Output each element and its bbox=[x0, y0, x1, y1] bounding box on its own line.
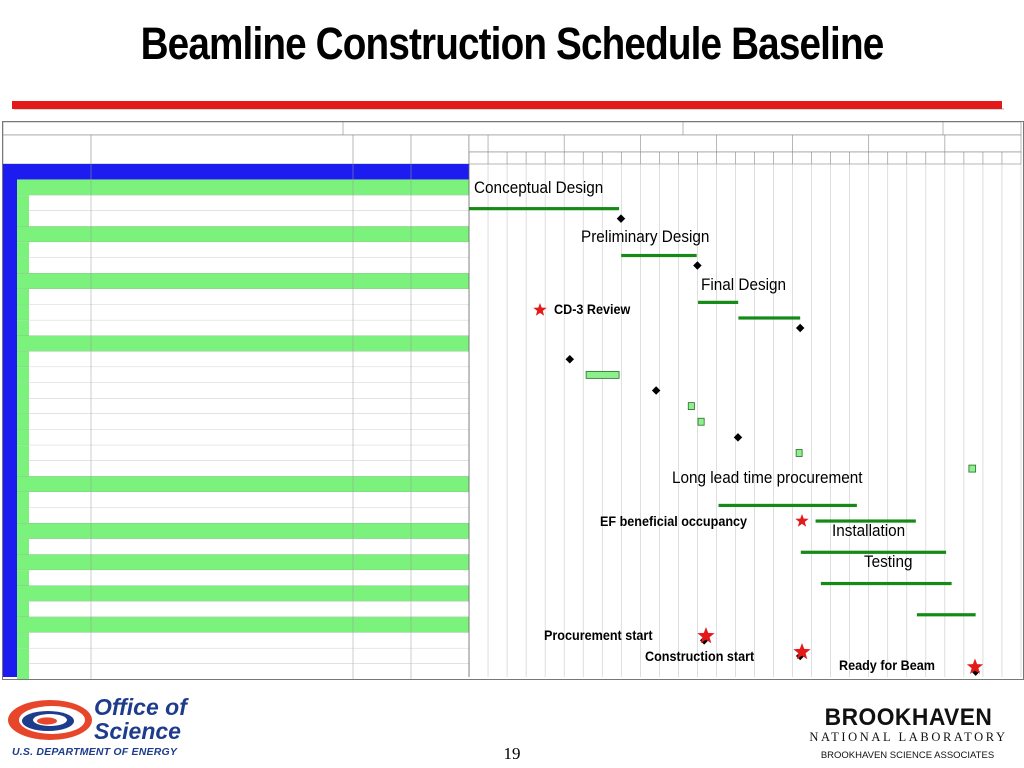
activity-indent bbox=[17, 195, 29, 211]
page-number: 19 bbox=[503, 744, 521, 763]
activity-row bbox=[17, 445, 469, 461]
activity-indent bbox=[17, 461, 29, 477]
doe-swirl-icon bbox=[6, 694, 96, 744]
ann-ef-occupancy: EF beneficial occupancy bbox=[600, 513, 748, 529]
quarter-header bbox=[469, 152, 1021, 164]
bnl-assoc: BROOKHAVEN SCIENCE ASSOCIATES bbox=[820, 750, 995, 761]
activity-indent bbox=[17, 445, 29, 461]
activity-indent bbox=[17, 367, 29, 383]
activity-indent bbox=[17, 414, 29, 430]
cd3-star-icon bbox=[533, 303, 546, 316]
wbs-row bbox=[3, 164, 469, 180]
gantt-svg bbox=[3, 122, 1023, 679]
activity-indent bbox=[17, 601, 29, 617]
activity-row bbox=[17, 258, 469, 274]
year-header bbox=[469, 135, 1021, 152]
bar-Exx1271 bbox=[586, 371, 619, 378]
gantt-chart bbox=[2, 121, 1024, 680]
bar-Exx0711 bbox=[621, 254, 696, 257]
bar-Exx0771 bbox=[698, 301, 738, 304]
activity-row bbox=[17, 539, 469, 555]
activity-row bbox=[17, 242, 469, 258]
activity-row bbox=[17, 633, 469, 649]
wbs-side-bar bbox=[3, 164, 17, 677]
group-row bbox=[17, 180, 469, 196]
group-row bbox=[17, 273, 469, 289]
doe-dept: U.S. DEPARTMENT OF ENERGY bbox=[12, 746, 178, 758]
bar-Exx1291 bbox=[688, 403, 694, 410]
group-row bbox=[17, 336, 469, 352]
group-row bbox=[17, 226, 469, 242]
activity-row bbox=[17, 211, 469, 227]
ann-cd3: CD-3 Review bbox=[554, 301, 631, 317]
activity-row bbox=[17, 320, 469, 336]
activity-indent bbox=[17, 539, 29, 555]
activity-row bbox=[17, 430, 469, 446]
group-row bbox=[17, 523, 469, 539]
activity-indent bbox=[17, 242, 29, 258]
activity-indent bbox=[17, 492, 29, 508]
activity-row bbox=[17, 570, 469, 586]
activity-row bbox=[17, 305, 469, 321]
activity-row bbox=[17, 383, 469, 399]
activity-indent bbox=[17, 289, 29, 305]
bar-Exx1251 bbox=[917, 613, 976, 616]
activity-row bbox=[17, 664, 469, 679]
activity-indent bbox=[17, 383, 29, 399]
group-row bbox=[17, 617, 469, 633]
activity-indent bbox=[17, 305, 29, 321]
bar-Exx1031 bbox=[719, 504, 857, 507]
activity-indent bbox=[17, 508, 29, 524]
activity-indent bbox=[17, 258, 29, 274]
activity-indent bbox=[17, 648, 29, 664]
ann-final: Final Design bbox=[701, 275, 787, 294]
activity-indent bbox=[17, 351, 29, 367]
activity-row bbox=[17, 492, 469, 508]
bar-Exx0691 bbox=[469, 207, 619, 210]
activity-indent bbox=[17, 570, 29, 586]
milestone-Exx0831 bbox=[734, 433, 742, 441]
activity-row bbox=[17, 508, 469, 524]
activity-row bbox=[17, 195, 469, 211]
ann-ready-for-beam: Ready for Beam bbox=[839, 657, 935, 673]
ann-testing: Testing bbox=[864, 552, 913, 571]
activity-row bbox=[17, 398, 469, 414]
group-row bbox=[17, 555, 469, 571]
activity-row bbox=[17, 351, 469, 367]
ann-procurement-start: Procurement start bbox=[544, 627, 653, 643]
ann-long-lead: Long lead time procurement bbox=[672, 468, 863, 487]
bar-Exx1231 bbox=[821, 582, 952, 585]
activity-indent bbox=[17, 430, 29, 446]
bar-Exx1391 bbox=[969, 465, 976, 472]
title-rule bbox=[12, 101, 1002, 109]
doe-line1: Office of bbox=[94, 694, 187, 720]
activity-row bbox=[17, 289, 469, 305]
ann-preliminary: Preliminary Design bbox=[581, 227, 710, 246]
activity-indent bbox=[17, 633, 29, 649]
ann-construction-start: Construction start bbox=[645, 648, 755, 664]
bnl-name: BROOKHAVEN bbox=[824, 704, 993, 731]
bar-Exx1371 bbox=[796, 449, 802, 456]
bar-Exx1331 bbox=[738, 316, 800, 319]
milestone-Exx1101 bbox=[693, 261, 701, 269]
ef-occupancy-star-icon bbox=[795, 514, 808, 527]
header-columns bbox=[3, 135, 469, 164]
activity-row bbox=[17, 414, 469, 430]
group-row bbox=[17, 476, 469, 492]
activity-indent bbox=[17, 320, 29, 336]
activity-row bbox=[17, 461, 469, 477]
ann-conceptual: Conceptual Design bbox=[474, 178, 604, 197]
milestone-Exx1071 bbox=[566, 355, 574, 363]
activity-indent bbox=[17, 398, 29, 414]
activity-row bbox=[17, 601, 469, 617]
activity-row bbox=[17, 648, 469, 664]
header-title-row bbox=[3, 122, 1021, 135]
group-row bbox=[17, 586, 469, 602]
slide-title: Beamline Construction Schedule Baseline bbox=[140, 18, 884, 69]
bar-Exx1311 bbox=[698, 418, 704, 425]
doe-office-of-science-logo bbox=[6, 690, 226, 762]
ann-installation: Installation bbox=[832, 521, 906, 540]
activity-row bbox=[17, 367, 469, 383]
doe-line2: Science bbox=[94, 718, 181, 744]
brookhaven-logo bbox=[800, 702, 1015, 766]
activity-indent bbox=[17, 211, 29, 227]
milestone-Exx1081 bbox=[617, 214, 625, 222]
activity-indent bbox=[17, 664, 29, 679]
bnl-sub: NATIONAL LABORATORY bbox=[809, 730, 1008, 744]
milestone-Exx1351 bbox=[796, 324, 804, 332]
